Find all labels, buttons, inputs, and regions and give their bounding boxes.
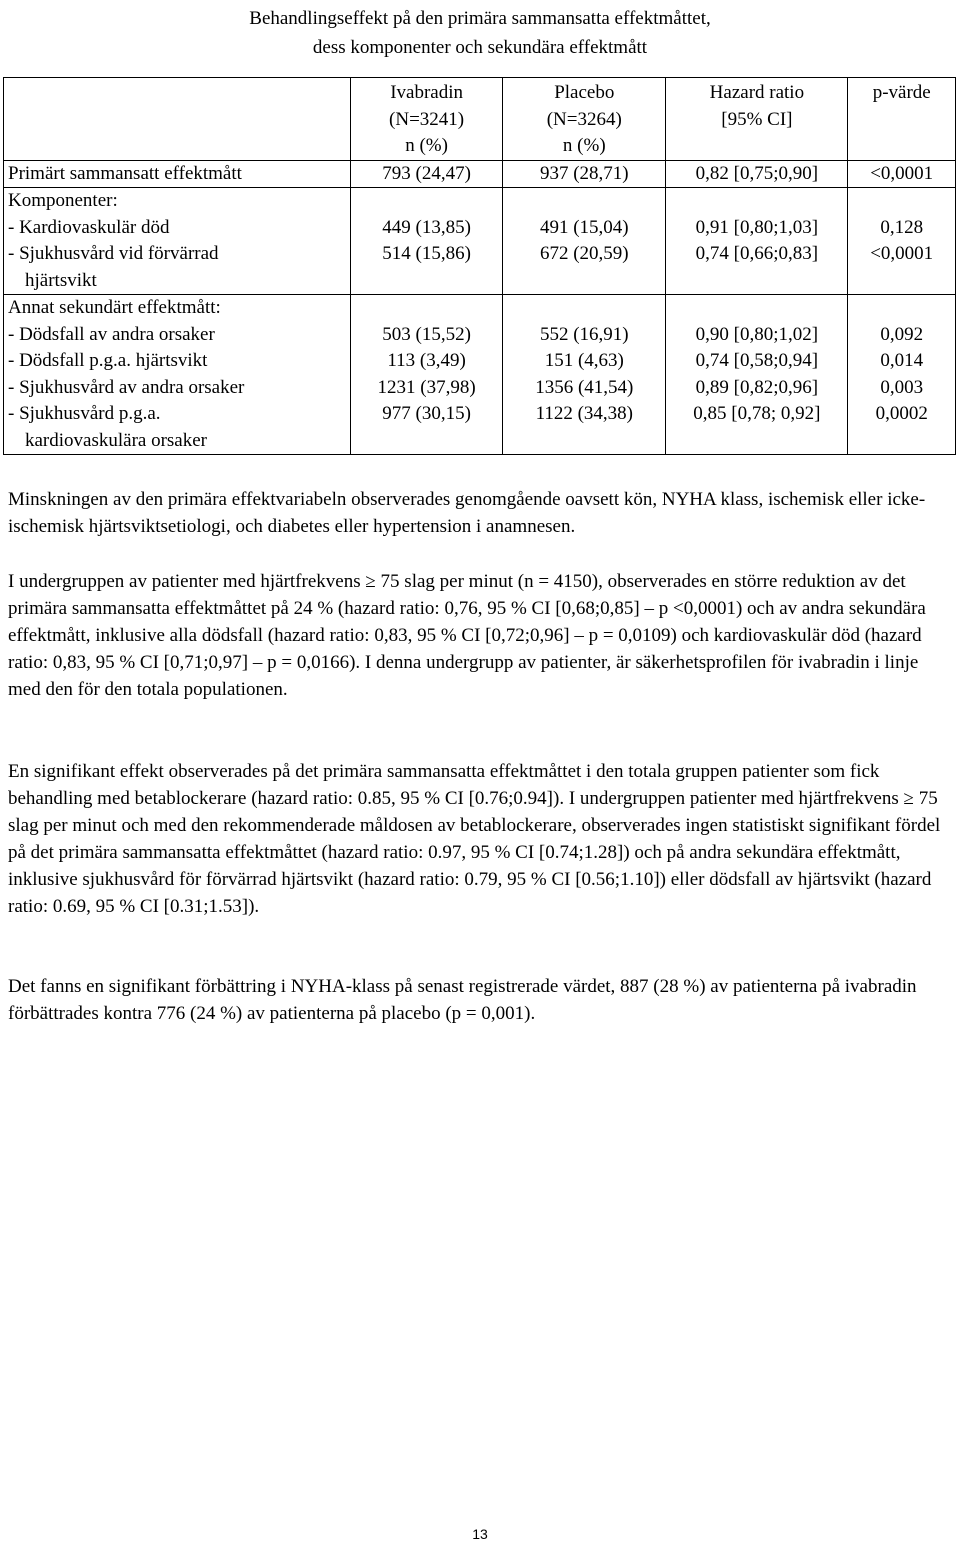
table-row-secondary bbox=[4, 295, 956, 455]
secondary-heading: Annat sekundärt effektmått: bbox=[8, 297, 221, 318]
secondary-p-value: 0,092 0,014 0,003 0,0002 bbox=[848, 295, 956, 455]
secondary-placebo: 552 (16,91) 151 (4,63) 1356 (41,54) 1122 (34,38) bbox=[503, 295, 666, 455]
cell-placebo: 937 (28,71) bbox=[503, 160, 666, 188]
caption-line-2: dess komponenter och sekundära effektmått bbox=[312, 37, 648, 58]
caption-line-1: Behandlingseffekt på den primära sammansatta effektmåttet, bbox=[249, 8, 711, 29]
table-caption bbox=[155, 4, 805, 62]
table-row-primary bbox=[4, 160, 956, 188]
cell-ivabradin: 793 (24,47) bbox=[350, 160, 502, 188]
greater-equal-symbol: ≥ bbox=[365, 571, 376, 592]
paragraph-betablocker-subgroup: En signifikant effekt observerades på det primära sammansatta effektmåttet i den totala gruppen patienter som fick behandling med betablockerare (hazard ratio: 0.85, 95 % CI [0.76;0.94]). I undergruppen patienter med hjärtfrekvens ≥ 75 slag per minut och med den rekommenderade måldosen av betablockerare, observerades ingen statistiskt signifikant fördel på det primära sammansatta effektmåttet (hazard ratio: 0.97, 95 % CI [0.74;1.28]) och på andra sekundära effektmått, inklusive sjukhusvård för förvärrad hjärtsvikt (hazard ratio: 0.79, 95 % CI [0.56;1.10]) eller dödsfall av hjärtsvikt (hazard ratio: 0.69, 95 % CI [0.31;1.53]). bbox=[8, 761, 941, 917]
secondary-labels: Annat sekundärt effektmått: - Dödsfall av andra orsaker - Dödsfall p.g.a. hjärtsvikt - Sjukhusvård av andra orsaker - Sjukhusvård p.g.a. kardiovaskulära orsaker bbox=[4, 295, 351, 455]
table-header-row bbox=[4, 78, 956, 161]
greater-equal-symbol: ≥ bbox=[903, 788, 914, 809]
cell-p-value: <0,0001 bbox=[848, 160, 956, 188]
paragraph-nyha-improvement: Det fanns en signifikant förbättring i NYHA-klass på senast registrerade värdet, 887 (28 %) av patienterna på ivabradin förbättrades kontra 776 (24 %) av patienterna på placebo (p = 0,001). bbox=[8, 976, 917, 1024]
components-p-value: 0,128 <0,0001 bbox=[848, 188, 956, 295]
header-empty-cell bbox=[4, 78, 351, 161]
components-placebo: 491 (15,04) 672 (20,59) bbox=[503, 188, 666, 295]
header-p-value: p-värde bbox=[848, 78, 956, 161]
paragraph-subgroup-consistency: Minskningen av den primära effektvariabeln observerades genomgående oavsett kön, NYHA klass, ischemisk eller icke-ischemisk hjärtsviktsetiologi, och diabetes eller hypertension i anamnesen. bbox=[8, 489, 926, 537]
page-number: 13 bbox=[472, 1526, 488, 1542]
header-hazard-ratio: Hazard ratio [95% CI] bbox=[666, 78, 848, 161]
components-labels: Komponenter: - Kardiovaskulär död - Sjukhusvård vid förvärrad hjärtsvikt bbox=[4, 188, 351, 295]
secondary-ivabradin: 503 (15,52) 113 (3,49) 1231 (37,98) 977 (30,15) bbox=[350, 295, 502, 455]
results-table bbox=[3, 77, 956, 455]
components-heading: Komponenter: bbox=[8, 190, 118, 211]
table-row-components bbox=[4, 188, 956, 295]
components-hazard-ratio: 0,91 [0,80;1,03] 0,74 [0,66;0,83] bbox=[666, 188, 848, 295]
row-label: Primärt sammansatt effektmått bbox=[4, 160, 351, 188]
paragraph-heart-rate-subgroup: I undergruppen av patienter med hjärtfrekvens ≥ 75 slag per minut (n = 4150), observerades en större reduktion av det primära sammansatta effektmåttet på 24 % (hazard ratio: 0,76, 95 % CI [0,68;0,85] – p <0,0001) och av andra sekundära effektmått, inklusive alla dödsfall (hazard ratio: 0,83, 95 % CI [0,72;0,96] – p = 0,0109) och kardiovaskulär död (hazard ratio: 0,83, 95 % CI [0,71;0,97] – p = 0,0166). I denna undergrupp av patienter, är säkerhetsprofilen för ivabradin i linje med den för den totala populationen. bbox=[8, 568, 952, 703]
header-placebo: Placebo (N=3264) n (%) bbox=[503, 78, 666, 161]
header-ivabradin: Ivabradin (N=3241) n (%) bbox=[350, 78, 502, 161]
components-ivabradin: 449 (13,85) 514 (15,86) bbox=[350, 188, 502, 295]
secondary-hazard-ratio: 0,90 [0,80;1,02] 0,74 [0,58;0,94] 0,89 [0,82;0,96] 0,85 [0,78; 0,92] bbox=[666, 295, 848, 455]
cell-hazard-ratio: 0,82 [0,75;0,90] bbox=[666, 160, 848, 188]
